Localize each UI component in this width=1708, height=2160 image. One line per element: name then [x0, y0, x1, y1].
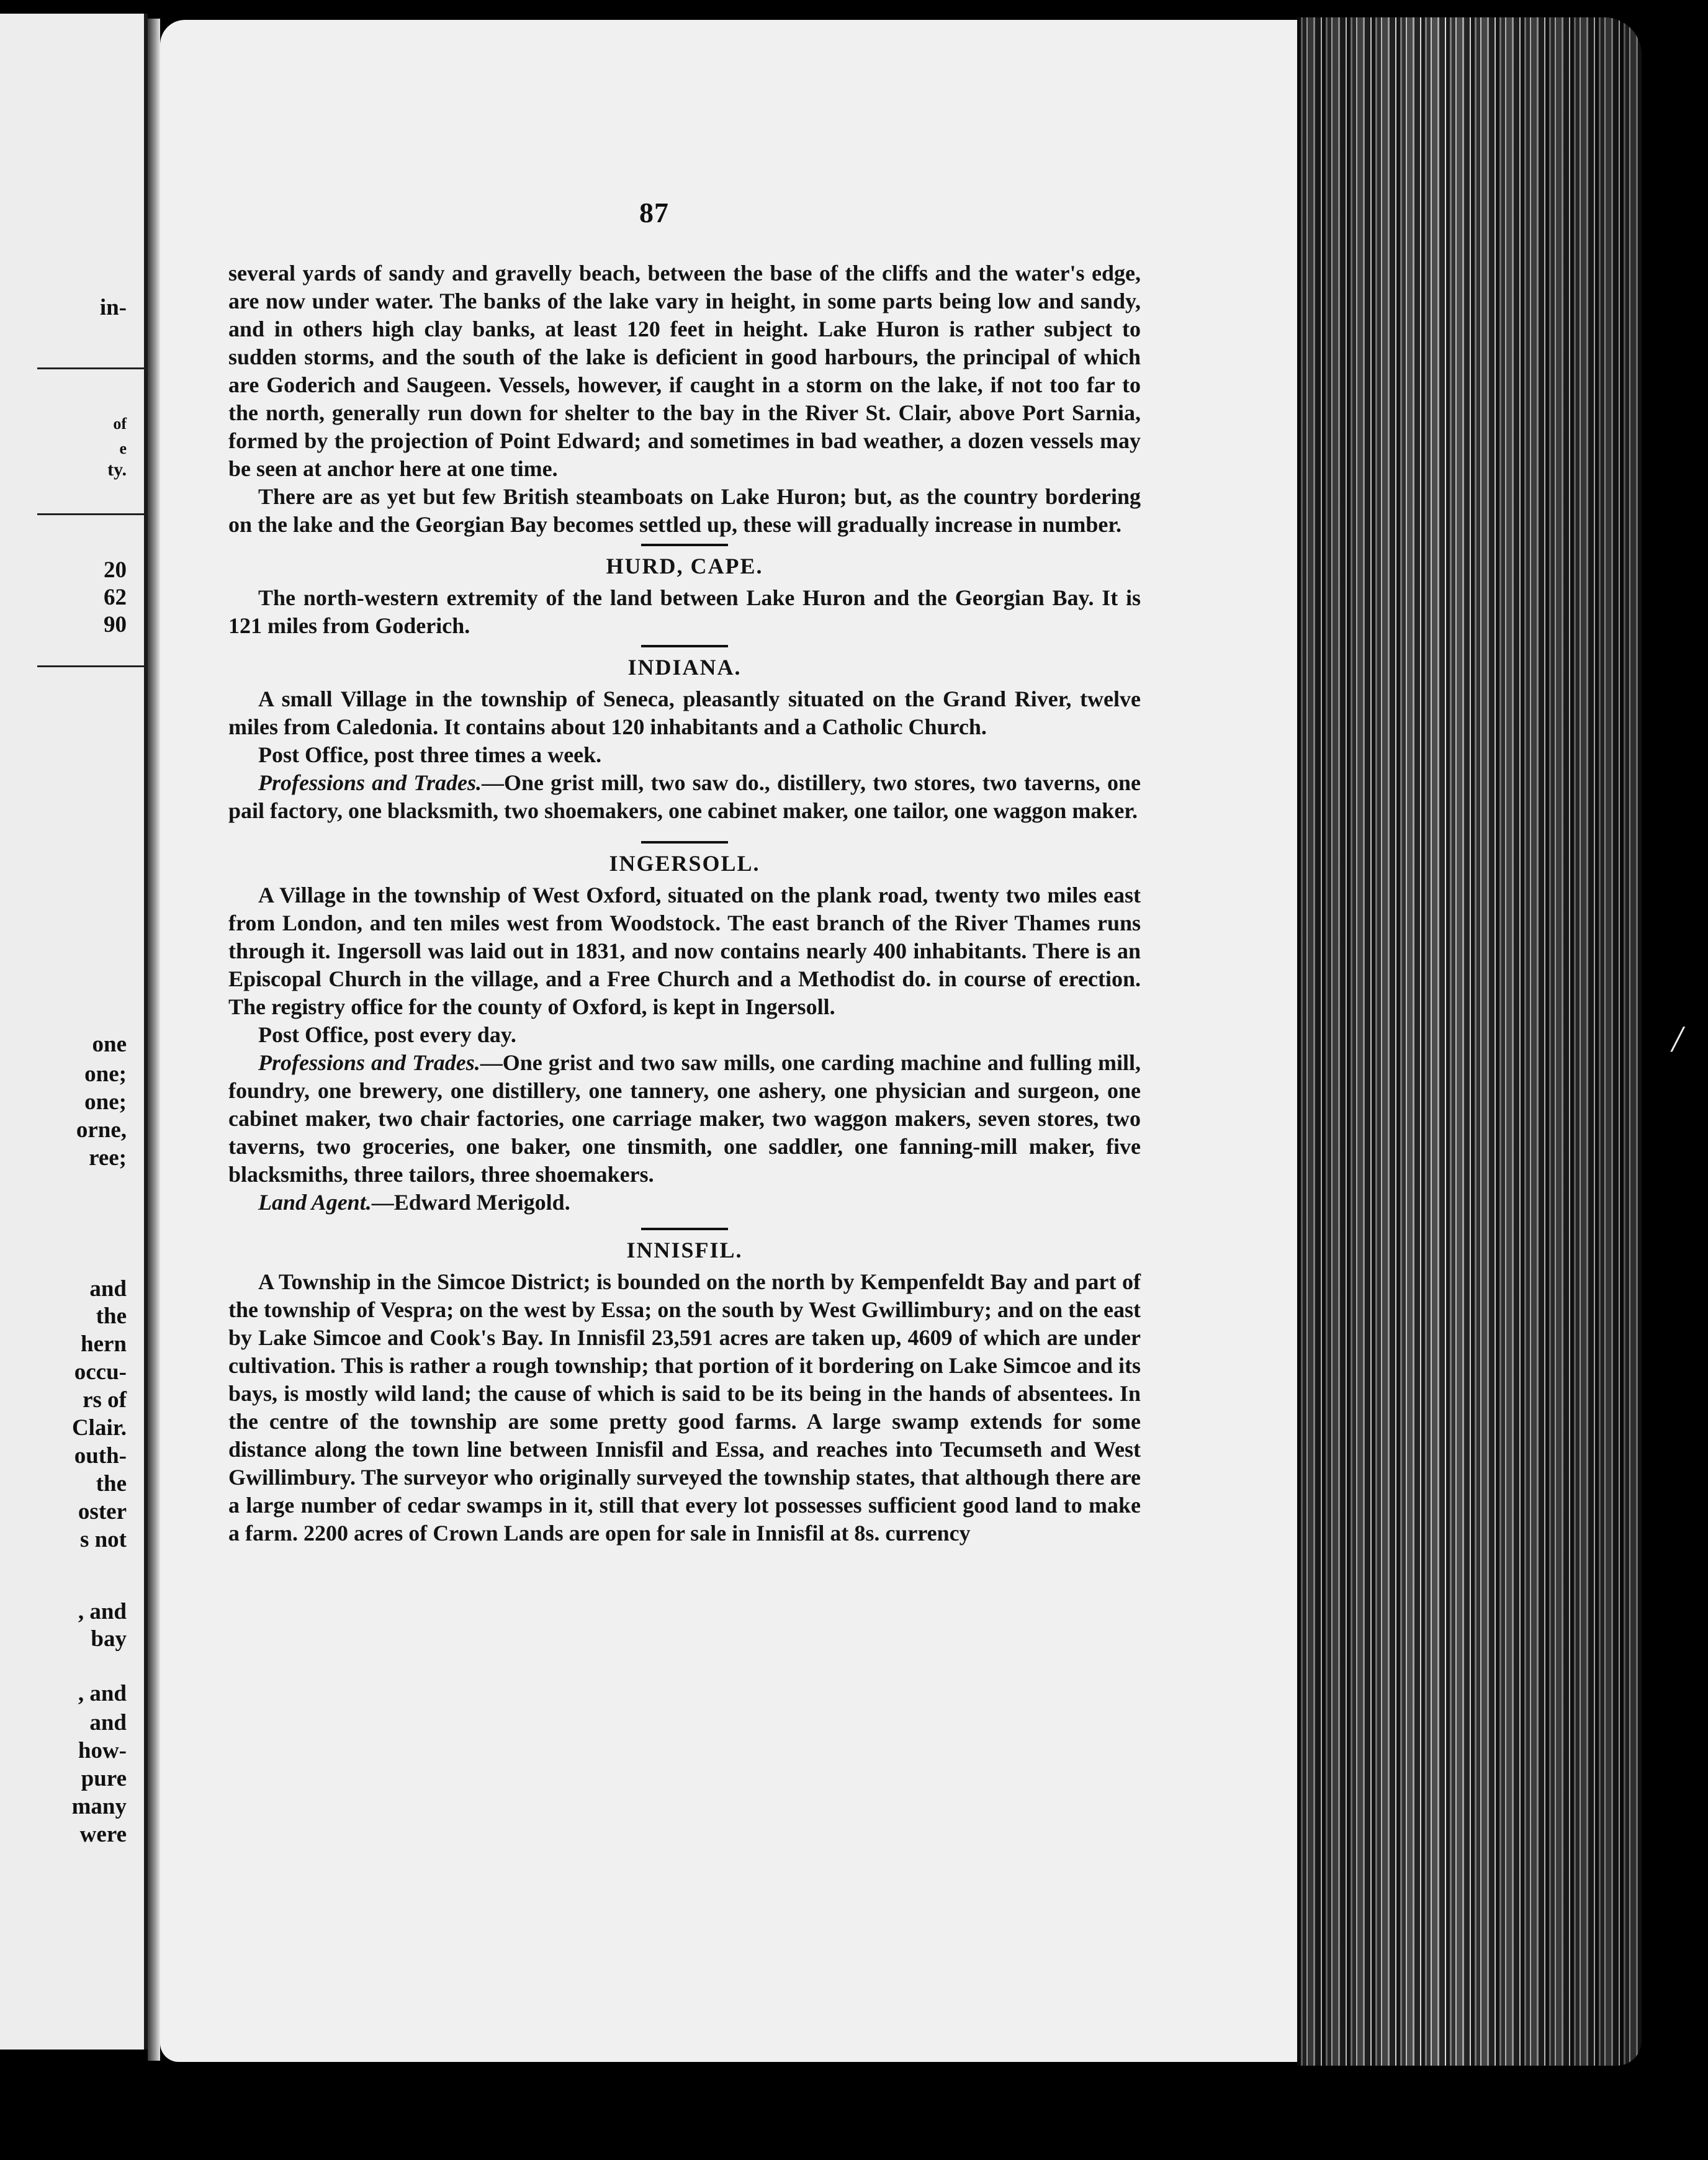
edge-mark: /	[1672, 1019, 1683, 1060]
trades-paragraph	[228, 769, 1141, 825]
facing-page-fragment: one;	[84, 1089, 127, 1115]
facing-page-fragment: occu-	[74, 1359, 127, 1385]
facing-page-fragment: ty.	[107, 459, 127, 480]
facing-page-fragment: , and	[78, 1599, 127, 1624]
facing-page-fragment: pure	[81, 1766, 127, 1791]
facing-page-fragment: s not	[79, 1527, 127, 1552]
facing-page-fragment: one;	[84, 1061, 127, 1087]
page-edges	[1297, 17, 1642, 2066]
facing-page-fragment: and	[89, 1710, 127, 1735]
facing-page-rule	[37, 367, 144, 369]
facing-page-fragment: many	[71, 1794, 127, 1819]
facing-page-fragment: e	[119, 439, 127, 457]
section-rule	[641, 544, 728, 546]
facing-page-fragment: 20	[104, 557, 127, 583]
facing-page-fragment: were	[79, 1822, 127, 1847]
section-rule	[641, 1228, 728, 1230]
facing-page-fragment: ree;	[89, 1145, 127, 1171]
land-agent-text: —Edward Merigold.	[371, 1190, 570, 1215]
page-number: 87	[639, 197, 669, 228]
post-office-note: Post Office, post every day.	[258, 1022, 516, 1047]
facing-page-rule	[37, 665, 144, 667]
facing-page-fragment: the	[96, 1303, 127, 1329]
facing-page-fragment: Clair.	[71, 1415, 127, 1441]
entry-heading-indiana: INDIANA.	[627, 655, 742, 680]
land-agent-label: Land Agent.	[258, 1190, 372, 1215]
section-rule	[641, 841, 728, 844]
text-column	[228, 259, 1141, 1547]
facing-page-rule	[37, 513, 144, 515]
entry-paragraph: A small Village in the township of Seneca, pleasantly situated on the Grand River, twelve miles from Caledonia. It contains about 120 inhabitants and a Catholic Church.	[228, 686, 1141, 739]
intro-paragraph: There are as yet but few British steamboats on Lake Huron; but, as the country bordering on the lake and the Georgian Bay becomes settled up, these will gradually increase in number.	[228, 484, 1141, 537]
trades-text: —One grist and two saw mills, one carding machine and fulling mill, foundry, one brewery, one distillery, one tannery, one ashery, one physician and surgeon, one cabinet maker, two chair factories, one carriage maker, two waggon makers, seven stores, two taverns, two groceries, one baker, one tinsmith, one saddler, one fanning-mill maker, five blacksmiths, three tailors, three shoemakers.	[228, 1050, 1141, 1187]
facing-page-fragment: how-	[78, 1738, 127, 1763]
trades-paragraph	[228, 1049, 1141, 1189]
facing-page-fragment: the	[96, 1471, 127, 1496]
facing-page-fragment: in-	[99, 295, 127, 320]
facing-page-fragment: 62	[104, 585, 127, 610]
entry-paragraph: A Township in the Simcoe District; is bounded on the north by Kempenfeldt Bay and part of the township of Vespra; on the west by Essa; on the south by West Gwillimbury; and on the east by Lake Simcoe and Cook's Bay. In Innisfil 23,591 acres are taken up, 4609 of which are under cultivation. This is rather a rough township; that portion of it bordering on Lake Simcoe and its bays, is mostly wild land; the cause of which is said to be its being in the hands of absentees. In the centre of the township are some pretty good farms. A large swamp extends for some distance along the town line between Innisfil and Essa, and reaches into Tecumseth and West Gwillimbury. The surveyor who originally surveyed the township states, that although there are a large number of cedar swamps in it, still that every lot possesses sufficient good land to make a farm. 2200 acres of Crown Lands are open for sale in Innisfil at 8s. currency	[228, 1269, 1141, 1546]
facing-page-fragment: oster	[78, 1499, 127, 1524]
section-rule	[641, 645, 728, 647]
facing-page-fragment: , and	[78, 1681, 127, 1706]
facing-page-fragment: of	[113, 415, 127, 433]
post-office-note: Post Office, post three times a week.	[258, 742, 602, 767]
facing-page-fragment: hern	[81, 1331, 127, 1357]
facing-page-fragment: outh-	[74, 1443, 127, 1469]
trades-label: Professions and Trades.	[258, 1050, 480, 1075]
entry-paragraph: A Village in the township of West Oxford, situated on the plank road, twenty two miles east from London, and ten miles west from Woodstock. The east branch of the River Thames runs through it. Ingersoll was laid out in 1831, and now contains nearly 400 inhabitants. There is an Episcopal Church in the village, and a Free Church and a Methodist do. in course of erection. The registry office for the county of Oxford, is kept in Ingersoll.	[228, 883, 1141, 1019]
book-gutter	[148, 19, 160, 2061]
intro-paragraph: several yards of sandy and gravelly beach, between the base of the cliffs and the water's edge, are now under water. The banks of the lake vary in height, in some parts being low and sandy, and in others high clay banks, at least 120 feet in height. Lake Huron is rather subject to sudden storms, and the south of the lake is deficient in good harbours, the principal of which are Goderich and Saugeen. Vessels, however, if caught in a storm on the lake, if not too far to the north, generally run down for shelter to the bay in the River St. Clair, above Port Sarnia, formed by the projection of Point Edward; and sometimes in bad weather, a dozen vessels may be seen at anchor here at one time.	[228, 261, 1141, 481]
entry-heading-innisfil: INNISFIL.	[626, 1238, 743, 1262]
trades-text: —One grist mill, two saw do., distillery, two stores, two taverns, one pail factory, one blacksmith, two shoemakers, one cabinet maker, one tailor, one waggon maker.	[228, 770, 1141, 823]
entry-heading-hurd-cape: HURD, CAPE.	[606, 554, 763, 578]
facing-page-fragment: and	[89, 1276, 127, 1302]
land-agent-note	[228, 1189, 1141, 1217]
facing-page-fragment: one	[92, 1032, 127, 1057]
entry-heading-ingersoll: INGERSOLL.	[609, 851, 760, 876]
facing-page-fragment: rs of	[83, 1387, 127, 1413]
trades-label: Professions and Trades.	[258, 770, 482, 795]
facing-page-fragment: bay	[91, 1626, 127, 1652]
facing-page-fragment: orne,	[76, 1117, 127, 1143]
facing-page-fragment: 90	[104, 612, 127, 637]
facing-page	[0, 14, 148, 2050]
entry-paragraph: The north-western extremity of the land between Lake Huron and the Georgian Bay. It is 121 miles from Goderich.	[228, 585, 1141, 638]
